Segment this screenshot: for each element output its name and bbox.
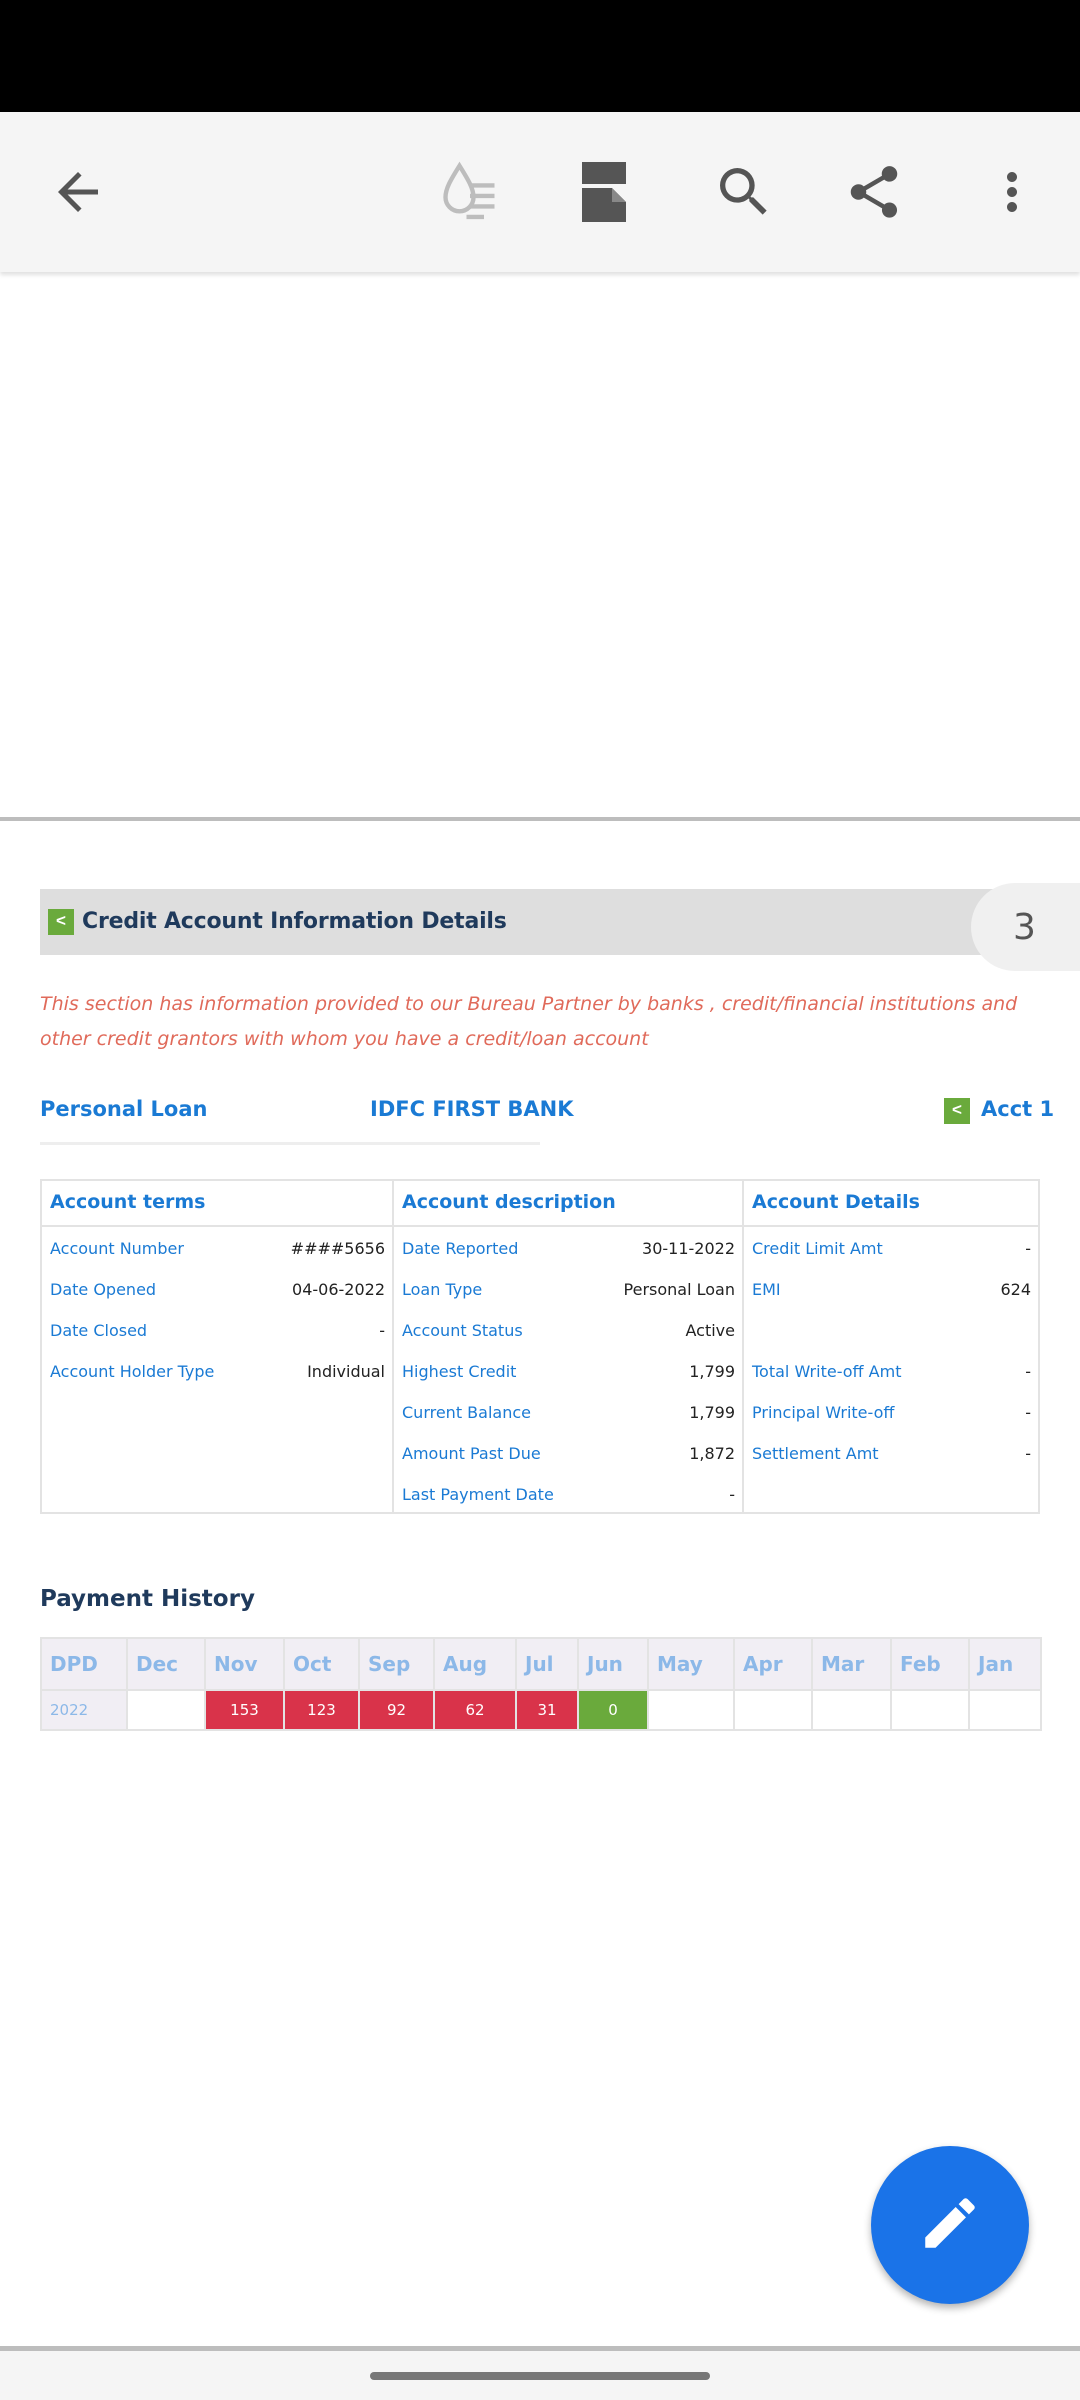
row-value: - bbox=[1025, 1444, 1031, 1463]
table-row bbox=[744, 1350, 1038, 1391]
row-label: EMI bbox=[752, 1280, 781, 1299]
row-label: Settlement Amt bbox=[752, 1444, 879, 1463]
row-value: 1,799 bbox=[689, 1362, 735, 1381]
row-label: Credit Limit Amt bbox=[752, 1239, 883, 1258]
row-value: - bbox=[379, 1321, 385, 1340]
account-collapse-chip[interactable]: < bbox=[944, 1098, 970, 1124]
dpd-cell-aug: 62 bbox=[434, 1690, 516, 1730]
account-info-table bbox=[40, 1179, 1040, 1514]
row-label: Principal Write-off bbox=[752, 1403, 895, 1422]
header-cell: Mar bbox=[812, 1638, 891, 1690]
table-row bbox=[42, 1350, 392, 1391]
header-cell: Jan bbox=[969, 1638, 1041, 1690]
row-value: Individual bbox=[307, 1362, 385, 1381]
dpd-cell-jan bbox=[969, 1690, 1041, 1730]
search-icon[interactable] bbox=[704, 152, 784, 232]
reading-mode-icon[interactable] bbox=[430, 152, 510, 232]
row-label: Date Reported bbox=[402, 1239, 519, 1258]
row-value: 04-06-2022 bbox=[292, 1280, 385, 1299]
year-cell: 2022 bbox=[41, 1690, 127, 1730]
section-header-bar bbox=[40, 889, 1040, 955]
payment-history-header-row bbox=[41, 1638, 1041, 1690]
row-label: Last Payment Date bbox=[402, 1485, 554, 1504]
header-cell: May bbox=[648, 1638, 734, 1690]
table-row bbox=[744, 1268, 1038, 1309]
back-arrow-icon[interactable] bbox=[38, 152, 118, 232]
row-value: - bbox=[1025, 1403, 1031, 1422]
dpd-cell-oct: 123 bbox=[284, 1690, 359, 1730]
table-row bbox=[744, 1391, 1038, 1432]
header-cell: Sep bbox=[359, 1638, 434, 1690]
header-cell: Oct bbox=[284, 1638, 359, 1690]
row-label: Current Balance bbox=[402, 1403, 531, 1422]
row-value: 1,799 bbox=[689, 1403, 735, 1422]
row-label: Date Closed bbox=[50, 1321, 148, 1340]
table-row bbox=[42, 1227, 392, 1268]
account-number-label: Acct 1 bbox=[981, 1097, 1055, 1121]
account-description-column bbox=[392, 1181, 742, 1512]
row-value: 1,872 bbox=[689, 1444, 735, 1463]
table-row bbox=[394, 1432, 742, 1473]
dpd-cell-jul: 31 bbox=[516, 1690, 578, 1730]
table-row bbox=[394, 1309, 742, 1350]
row-label: Account Status bbox=[402, 1321, 523, 1340]
row-label: Total Write-off Amt bbox=[752, 1362, 902, 1381]
page-separator bbox=[0, 817, 1080, 821]
row-label: Amount Past Due bbox=[402, 1444, 541, 1463]
dpd-cell-dec bbox=[127, 1690, 205, 1730]
account-details-column bbox=[742, 1181, 1038, 1512]
row-value: 624 bbox=[1000, 1280, 1031, 1299]
section-title: Credit Account Information Details bbox=[82, 909, 507, 934]
table-row bbox=[394, 1227, 742, 1268]
row-value: - bbox=[729, 1485, 735, 1504]
header-cell: DPD bbox=[41, 1638, 127, 1690]
dpd-cell-jun: 0 bbox=[578, 1690, 648, 1730]
header-underline bbox=[40, 1142, 540, 1145]
header-cell: Jun bbox=[578, 1638, 648, 1690]
row-value: ####5656 bbox=[290, 1239, 385, 1258]
share-icon[interactable] bbox=[834, 152, 914, 232]
row-value: Personal Loan bbox=[623, 1280, 735, 1299]
loan-type-label: Personal Loan bbox=[40, 1097, 208, 1121]
section-collapse-chip[interactable]: < bbox=[48, 909, 74, 935]
header-cell: Nov bbox=[205, 1638, 284, 1690]
dpd-cell-feb bbox=[891, 1690, 969, 1730]
row-value: 30-11-2022 bbox=[642, 1239, 735, 1258]
payment-history-title: Payment History bbox=[40, 1586, 255, 1612]
dpd-cell-apr bbox=[734, 1690, 812, 1730]
row-value: - bbox=[1025, 1362, 1031, 1381]
dpd-cell-nov: 153 bbox=[205, 1690, 284, 1730]
header-cell: Jul bbox=[516, 1638, 578, 1690]
table-row bbox=[42, 1268, 392, 1309]
table-row bbox=[394, 1391, 742, 1432]
top-toolbar bbox=[0, 112, 1080, 272]
bank-name-label: IDFC FIRST BANK bbox=[370, 1097, 574, 1121]
table-row bbox=[394, 1473, 742, 1514]
page-view-icon[interactable] bbox=[566, 152, 646, 232]
status-bar bbox=[0, 0, 1080, 112]
section-intro-text: This section has information provided to our Bureau Partner by banks , credit/financial institutions and other credit grantors with whom you have a credit/loan account bbox=[40, 993, 1018, 1050]
table-row bbox=[394, 1350, 742, 1391]
row-label: Date Opened bbox=[50, 1280, 157, 1299]
row-label: Account Number bbox=[50, 1239, 184, 1258]
table-row bbox=[744, 1227, 1038, 1268]
payment-history-year-row bbox=[41, 1690, 1041, 1730]
home-indicator[interactable] bbox=[370, 2372, 710, 2380]
payment-history-table bbox=[40, 1637, 1042, 1731]
gesture-nav-bar bbox=[0, 2351, 1080, 2400]
row-label: Account Holder Type bbox=[50, 1362, 215, 1381]
table-row bbox=[42, 1309, 392, 1350]
account-terms-heading: Account terms bbox=[42, 1181, 392, 1227]
account-description-heading: Account description bbox=[394, 1181, 742, 1227]
header-cell: Apr bbox=[734, 1638, 812, 1690]
row-value: Active bbox=[685, 1321, 735, 1340]
header-cell: Aug bbox=[434, 1638, 516, 1690]
account-terms-column bbox=[42, 1181, 392, 1512]
row-value: - bbox=[1025, 1239, 1031, 1258]
row-label: Loan Type bbox=[402, 1280, 483, 1299]
table-row bbox=[744, 1309, 1038, 1350]
dpd-cell-sep: 92 bbox=[359, 1690, 434, 1730]
dpd-cell-may bbox=[648, 1690, 734, 1730]
table-row bbox=[744, 1432, 1038, 1473]
account-details-heading: Account Details bbox=[744, 1181, 1038, 1227]
dpd-cell-mar bbox=[812, 1690, 891, 1730]
header-cell: Feb bbox=[891, 1638, 969, 1690]
header-cell: Dec bbox=[127, 1638, 205, 1690]
more-vert-icon[interactable] bbox=[972, 152, 1052, 232]
edit-fab-button[interactable] bbox=[871, 2146, 1029, 2304]
table-row bbox=[394, 1268, 742, 1309]
page-number-badge: 3 bbox=[971, 883, 1080, 971]
row-label: Highest Credit bbox=[402, 1362, 517, 1381]
pencil-icon bbox=[917, 2190, 983, 2261]
